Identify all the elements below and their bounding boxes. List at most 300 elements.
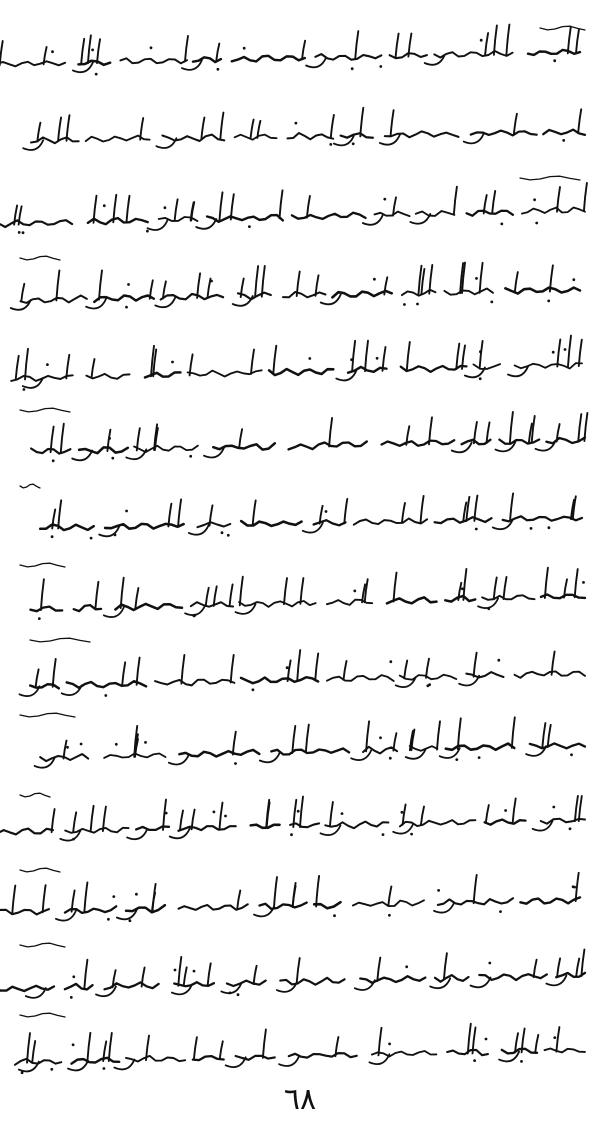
script-dot	[66, 746, 69, 749]
script-dot	[135, 893, 138, 896]
script-stroke	[0, 61, 65, 66]
script-dot	[164, 206, 167, 209]
script-stroke	[197, 522, 230, 527]
script-dot	[500, 223, 503, 226]
script-stroke	[280, 978, 344, 985]
script-ascender	[331, 115, 334, 137]
script-stroke	[227, 981, 266, 986]
script-dot	[72, 838, 75, 841]
script-ascender	[510, 412, 513, 443]
script-stroke	[528, 50, 580, 55]
script-stroke	[530, 743, 585, 748]
script-dot	[564, 348, 567, 351]
script-stroke	[155, 680, 234, 686]
script-ascender	[584, 183, 587, 211]
script-ascender	[231, 655, 234, 683]
script-ascender	[185, 36, 188, 61]
script-dot	[426, 684, 429, 687]
script-dot	[171, 361, 174, 364]
script-stroke	[520, 897, 580, 903]
script-stroke	[239, 601, 316, 607]
script-dot	[569, 827, 572, 830]
script-stroke	[471, 131, 537, 136]
script-ascender	[466, 497, 469, 521]
script-dot	[297, 810, 300, 813]
manuscript-line	[23, 108, 585, 150]
script-stroke	[191, 602, 233, 607]
script-ascender	[532, 416, 535, 442]
script-tail	[72, 451, 92, 461]
script-stroke	[126, 905, 165, 912]
script-ascender	[492, 191, 495, 213]
script-ascender	[365, 341, 368, 372]
script-stroke	[65, 828, 128, 833]
script-dot	[388, 1043, 391, 1046]
script-stroke	[207, 215, 283, 222]
script-ascender	[122, 662, 125, 685]
script-dot	[437, 889, 440, 892]
script-dot	[416, 303, 419, 306]
script-ascender	[220, 803, 223, 829]
script-dot	[295, 122, 298, 125]
script-ascender	[463, 569, 466, 600]
script-dot	[286, 666, 289, 669]
script-tail	[279, 1056, 299, 1066]
script-dot	[227, 534, 230, 537]
script-dot	[146, 230, 149, 233]
script-dot	[114, 534, 117, 537]
script-dot	[552, 351, 555, 354]
script-stroke	[354, 519, 427, 525]
script-ascender	[578, 414, 581, 441]
script-dot	[353, 590, 356, 593]
script-ascender	[214, 586, 217, 606]
script-ascender	[16, 356, 19, 380]
script-stroke	[115, 604, 182, 610]
script-stroke	[74, 605, 101, 611]
script-dot	[127, 283, 130, 286]
script-stroke	[105, 524, 184, 529]
script-ascender	[88, 35, 91, 63]
script-dot	[325, 510, 328, 513]
script-stroke	[444, 289, 493, 295]
script-dot	[341, 812, 344, 815]
script-ascender	[557, 958, 560, 976]
script-stroke	[30, 684, 59, 688]
script-dot	[329, 143, 332, 146]
script-ascender	[194, 1037, 197, 1059]
script-stroke	[0, 220, 72, 227]
script-stroke	[473, 364, 500, 369]
script-ascender	[365, 579, 368, 602]
script-dot	[91, 49, 94, 52]
script-ascender	[485, 33, 488, 55]
script-ascender	[206, 588, 209, 606]
script-ascender	[474, 496, 477, 521]
script-stroke	[382, 440, 455, 446]
script-stroke	[289, 442, 367, 450]
script-ascender	[181, 655, 184, 684]
script-stroke	[515, 671, 586, 677]
script-stroke	[236, 1056, 275, 1060]
script-dot	[23, 388, 26, 391]
marginal-insertion	[30, 638, 90, 642]
script-ascender	[576, 29, 579, 53]
script-ascender	[81, 39, 84, 64]
script-ascender	[510, 494, 513, 521]
script-ascender	[230, 584, 233, 605]
page-number: ٦٨	[283, 1082, 317, 1117]
script-dot	[95, 73, 98, 76]
script-dot	[533, 198, 536, 201]
script-stroke	[522, 208, 585, 214]
script-dot	[243, 47, 246, 50]
script-ascender	[92, 359, 95, 378]
manuscript-line	[31, 412, 587, 462]
script-dot	[530, 527, 533, 530]
script-ascender	[329, 418, 332, 447]
script-dot	[350, 358, 353, 361]
script-dot	[473, 1059, 476, 1062]
script-stroke	[545, 1049, 586, 1053]
script-ascender	[21, 284, 24, 301]
script-dot	[487, 607, 490, 610]
script-ascender	[575, 796, 578, 821]
script-ascender	[437, 721, 440, 749]
script-ascender	[297, 650, 300, 681]
marginal-insertion	[20, 793, 50, 797]
script-ascender	[140, 118, 143, 140]
script-dot	[488, 962, 491, 965]
script-ascender	[581, 950, 584, 977]
script-dot	[455, 758, 458, 761]
script-stroke	[375, 212, 410, 217]
script-ascender	[504, 577, 507, 599]
script-stroke	[372, 1051, 437, 1057]
manuscript-line	[0, 950, 585, 999]
script-ascender	[137, 658, 140, 685]
script-stroke	[325, 822, 388, 829]
script-dot	[479, 377, 482, 380]
script-ascender	[178, 500, 181, 527]
script-stroke	[400, 820, 476, 826]
script-dot	[548, 526, 551, 529]
script-ascender	[300, 578, 303, 604]
script-ascender	[480, 263, 483, 293]
script-ascender	[355, 31, 358, 58]
script-dot	[108, 437, 111, 440]
script-dot	[379, 65, 382, 68]
script-dot	[193, 970, 196, 973]
script-ascender	[579, 796, 582, 821]
script-ascender	[95, 582, 98, 609]
script-stroke	[348, 367, 386, 373]
script-stroke	[269, 369, 333, 375]
script-ascender	[344, 661, 347, 680]
script-dot	[582, 581, 585, 584]
script-dot	[497, 659, 500, 662]
script-ascender	[121, 578, 124, 608]
script-stroke	[79, 61, 111, 65]
script-ascender	[163, 800, 166, 830]
script-ascender	[184, 967, 187, 985]
script-stroke	[72, 1058, 120, 1064]
script-dot	[21, 1071, 24, 1074]
script-dot	[72, 975, 75, 978]
script-dot	[213, 811, 216, 814]
script-dot	[475, 528, 478, 531]
script-ascender	[393, 733, 396, 750]
script-dot	[217, 68, 220, 71]
script-stroke	[292, 213, 366, 219]
script-dot	[480, 39, 483, 42]
script-ascender	[127, 196, 130, 222]
script-stroke	[288, 133, 334, 139]
script-ascender	[456, 344, 459, 369]
script-ascender	[407, 342, 410, 370]
script-ascender	[444, 953, 447, 979]
script-stroke	[416, 211, 455, 216]
script-ascender	[168, 504, 171, 527]
script-ascender	[468, 1024, 471, 1054]
script-dot	[112, 895, 115, 898]
script-ascender	[394, 573, 397, 602]
script-dot	[573, 886, 576, 889]
manuscript-line	[0, 796, 585, 841]
marginal-insertion	[20, 563, 65, 567]
script-ascender	[135, 588, 138, 608]
script-dot	[103, 1067, 106, 1070]
script-stroke	[213, 443, 274, 449]
script-dot	[485, 1038, 488, 1041]
script-ascender	[396, 34, 399, 57]
script-ascender	[201, 118, 204, 139]
script-ascender	[84, 960, 87, 988]
script-ascender	[32, 1041, 35, 1063]
script-ascender	[548, 725, 551, 747]
script-ascender	[175, 199, 178, 221]
script-dot	[72, 1043, 75, 1046]
script-tail	[321, 295, 341, 305]
marginal-insertion	[20, 256, 60, 260]
script-stroke	[360, 976, 425, 983]
script-ascender	[36, 669, 39, 687]
script-dot	[389, 757, 392, 760]
script-dot	[403, 303, 406, 306]
marginal-insertion	[20, 943, 65, 947]
script-dot	[248, 225, 251, 228]
script-stroke	[88, 218, 148, 224]
script-stroke	[179, 750, 259, 757]
script-ascender	[557, 187, 560, 212]
script-ascender	[557, 340, 560, 367]
script-ascender	[56, 270, 59, 300]
script-dot	[290, 833, 293, 836]
script-tail	[155, 297, 175, 307]
script-dot	[352, 142, 355, 145]
manuscript-line	[35, 717, 585, 767]
script-dot	[572, 278, 575, 281]
script-stroke	[0, 909, 49, 914]
script-dot	[38, 617, 41, 620]
script-dot	[490, 301, 493, 304]
script-ascender	[421, 269, 424, 294]
script-tail	[508, 367, 528, 377]
script-stroke	[314, 902, 340, 908]
script-dot	[333, 914, 336, 917]
script-dot	[252, 688, 255, 691]
script-ascender	[87, 1033, 90, 1062]
script-stroke	[434, 51, 512, 58]
script-stroke	[65, 984, 93, 990]
script-dot	[111, 457, 114, 460]
script-stroke	[385, 131, 459, 137]
script-ascender	[27, 1033, 30, 1063]
script-ascender	[556, 1027, 559, 1052]
script-ascender	[25, 349, 28, 380]
script-ascender	[576, 959, 579, 977]
script-stroke	[67, 681, 146, 688]
script-tail	[363, 215, 383, 225]
script-tail	[306, 58, 326, 68]
script-stroke	[410, 746, 438, 751]
script-ascender	[97, 39, 100, 63]
script-ascender	[41, 579, 44, 610]
manuscript-line	[30, 568, 585, 620]
script-stroke	[178, 826, 235, 831]
script-ascender	[474, 653, 477, 677]
script-stroke	[446, 744, 515, 750]
script-ascender	[220, 1041, 223, 1058]
script-dot	[379, 736, 382, 739]
script-ascender	[454, 187, 457, 214]
script-ascender	[58, 500, 61, 528]
script-ascender	[231, 194, 234, 219]
script-dot	[46, 363, 49, 366]
script-dot	[144, 741, 147, 744]
marginal-insertion	[20, 1013, 65, 1017]
script-ascender	[208, 279, 211, 298]
script-ascender	[91, 806, 94, 832]
script-stroke	[30, 607, 62, 612]
script-dot	[376, 357, 379, 360]
script-ascender	[379, 1028, 382, 1056]
script-stroke	[505, 288, 580, 294]
script-dot	[234, 762, 237, 765]
script-ascender	[84, 883, 87, 912]
script-dot	[104, 694, 107, 697]
script-dot	[150, 46, 153, 49]
script-stroke	[161, 294, 223, 300]
script-stroke	[0, 829, 53, 835]
script-ascender	[391, 110, 394, 136]
script-ascender	[137, 428, 140, 450]
script-ascender	[515, 272, 518, 292]
script-dot	[383, 198, 386, 201]
script-stroke	[499, 440, 539, 444]
script-stroke	[283, 292, 326, 297]
script-dot	[221, 531, 224, 534]
script-ascender	[421, 807, 424, 825]
script-stroke	[235, 135, 277, 140]
script-stroke	[94, 296, 154, 302]
script-ascender	[197, 273, 200, 298]
script-ascender	[494, 577, 497, 599]
script-ascender	[514, 114, 517, 134]
script-dot	[475, 277, 478, 280]
script-dot	[80, 743, 83, 746]
script-ascender	[315, 653, 318, 680]
script-ascender	[302, 41, 305, 59]
script-ascender	[109, 1033, 112, 1061]
script-ascender	[251, 350, 254, 374]
script-ascender	[426, 659, 429, 678]
script-stroke	[341, 133, 373, 138]
script-dot	[479, 350, 482, 353]
marginal-insertion	[20, 408, 70, 412]
script-ascender	[535, 1035, 538, 1052]
script-dot	[174, 969, 177, 972]
script-dot	[229, 992, 232, 995]
script-stroke	[260, 903, 307, 909]
script-stroke	[400, 675, 457, 680]
script-stroke	[541, 595, 585, 599]
script-stroke	[251, 825, 280, 828]
script-ascender	[274, 877, 277, 907]
script-dot	[193, 615, 196, 618]
script-ascender	[542, 723, 545, 747]
script-dot	[308, 357, 311, 360]
script-stroke	[40, 525, 93, 531]
script-ascender	[251, 120, 254, 138]
script-dot	[107, 918, 110, 921]
script-stroke	[466, 672, 503, 677]
script-ascender	[575, 569, 578, 597]
script-tail	[260, 753, 280, 763]
script-ascender	[480, 341, 483, 369]
script-dot	[90, 537, 93, 540]
script-ascender	[73, 812, 76, 831]
script-ascender	[263, 1030, 266, 1058]
script-tail	[68, 1061, 88, 1071]
script-ascender	[344, 499, 347, 523]
script-ascender	[568, 27, 571, 54]
script-stroke	[162, 135, 224, 141]
script-ascender	[284, 578, 287, 604]
script-dot	[478, 756, 481, 759]
script-stroke	[445, 596, 475, 602]
script-tail	[127, 829, 147, 839]
script-dot	[570, 753, 573, 756]
script-dot	[115, 743, 118, 746]
script-stroke	[232, 56, 305, 62]
marginal-insertion	[20, 868, 60, 872]
script-stroke	[79, 447, 128, 453]
script-ascender	[53, 659, 56, 687]
script-ascender	[300, 797, 303, 827]
script-ascender	[237, 891, 240, 909]
script-dot	[165, 812, 168, 815]
script-ascender	[64, 741, 67, 759]
script-dot	[351, 67, 354, 70]
script-dot	[562, 139, 565, 142]
script-stroke	[241, 677, 318, 683]
script-dot	[535, 222, 538, 225]
script-ascender	[377, 958, 380, 981]
manuscript-line	[20, 650, 586, 697]
script-ascender	[297, 958, 300, 983]
script-dot	[52, 459, 55, 462]
